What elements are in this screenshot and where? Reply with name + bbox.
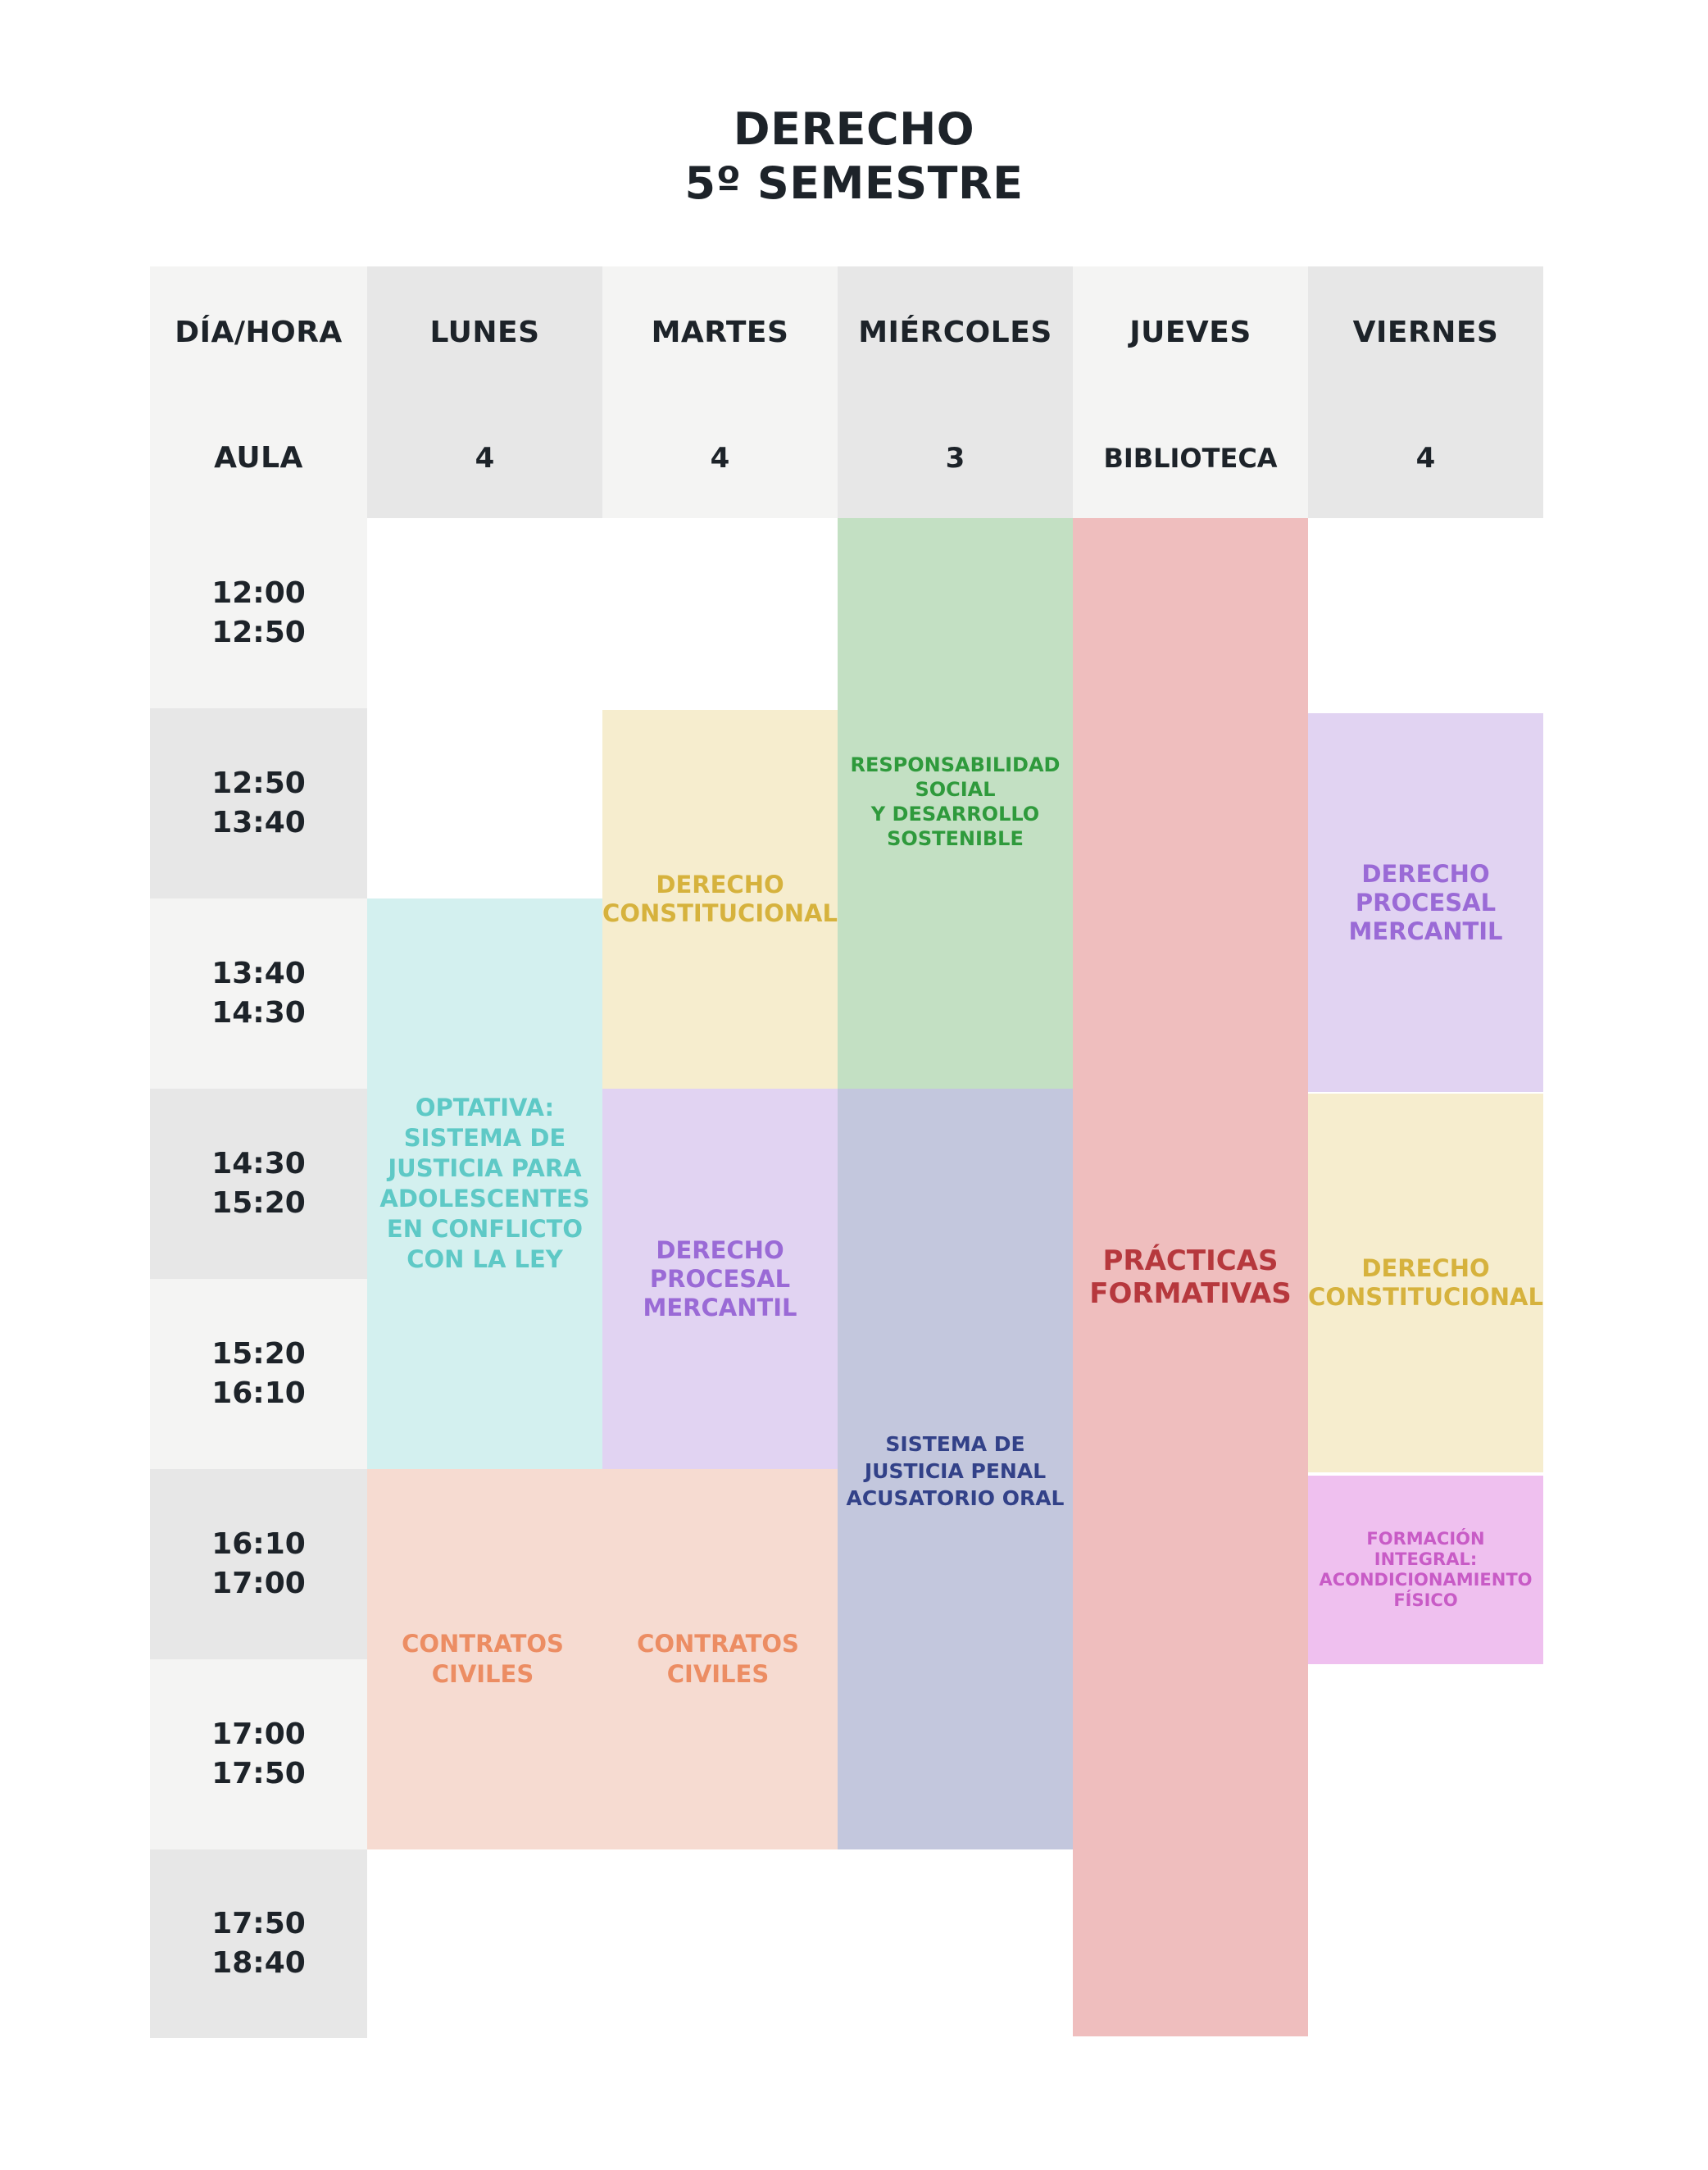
time-slot — [150, 518, 367, 708]
time-start: 16:10 — [211, 1527, 306, 1561]
time-end: 17:50 — [211, 1757, 306, 1790]
class-block-martes-procesal[interactable]: DERECHO PROCESAL MERCANTIL — [602, 1089, 838, 1469]
time-slot — [150, 898, 367, 1089]
class-block-lunes-optativa[interactable]: OPTATIVA: SISTEMA DE JUSTICIA PARA ADOLESCENTES EN CONFLICTO CON LA LEY — [367, 898, 602, 1469]
time-start: 13:40 — [211, 957, 306, 990]
room-viernes: 4 — [1308, 398, 1543, 518]
class-block-miercoles-sistema[interactable]: SISTEMA DE JUSTICIA PENAL ACUSATORIO ORAL — [838, 1089, 1073, 1849]
class-block-viernes-constitucional[interactable]: DERECHO CONSTITUCIONAL — [1308, 1094, 1543, 1472]
class-block-martes-constitucional[interactable]: DERECHO CONSTITUCIONAL — [602, 710, 838, 1089]
class-block-viernes-formacion[interactable]: FORMACIÓN INTEGRAL: ACONDICIONAMIENTO FÍSICO — [1308, 1476, 1543, 1664]
header-day-viernes: VIERNES — [1308, 266, 1543, 398]
time-end: 16:10 — [211, 1376, 306, 1410]
class-block-martes-contratos[interactable]: CONTRATOS CIVILES — [598, 1469, 838, 1849]
header-day-martes: MARTES — [602, 266, 838, 398]
header-corner-day: DÍA/HORA — [150, 266, 367, 398]
time-end: 15:20 — [211, 1186, 306, 1220]
time-start: 17:50 — [211, 1907, 306, 1940]
room-martes: 4 — [602, 398, 838, 518]
class-block-miercoles-responsabilidad[interactable]: RESPONSABILIDAD SOCIAL Y DESARROLLO SOSTENIBLE — [838, 518, 1073, 1089]
time-end: 14:30 — [211, 996, 306, 1030]
time-slot — [150, 1659, 367, 1849]
header-day-miercoles: MIÉRCOLES — [838, 266, 1073, 398]
time-slot — [150, 1849, 367, 2038]
time-slot — [150, 1469, 367, 1659]
room-lunes: 4 — [367, 398, 602, 518]
header-day-lunes: LUNES — [367, 266, 602, 398]
header-day-jueves: JUEVES — [1073, 266, 1308, 398]
header-corner-room: AULA — [150, 398, 367, 518]
time-start: 12:00 — [211, 576, 306, 610]
time-start: 17:00 — [211, 1717, 306, 1751]
time-start: 14:30 — [211, 1147, 306, 1181]
time-slot — [150, 708, 367, 898]
room-jueves: BIBLIOTECA — [1073, 398, 1308, 518]
time-end: 18:40 — [211, 1946, 306, 1980]
page-title: DERECHO — [733, 103, 975, 155]
time-start: 12:50 — [211, 767, 306, 800]
class-block-viernes-procesal[interactable]: DERECHO PROCESAL MERCANTIL — [1308, 713, 1543, 1092]
time-end: 13:40 — [211, 806, 306, 839]
room-miercoles: 3 — [838, 398, 1073, 518]
time-end: 12:50 — [211, 616, 306, 649]
class-block-jueves-practicas[interactable]: PRÁCTICAS FORMATIVAS — [1073, 518, 1308, 2036]
class-block-lunes-contratos[interactable]: CONTRATOS CIVILES — [367, 1469, 598, 1849]
time-slot — [150, 1089, 367, 1279]
time-slot — [150, 1279, 367, 1469]
time-start: 15:20 — [211, 1337, 306, 1371]
page-subtitle: 5º SEMESTRE — [684, 157, 1024, 209]
time-end: 17:00 — [211, 1567, 306, 1600]
